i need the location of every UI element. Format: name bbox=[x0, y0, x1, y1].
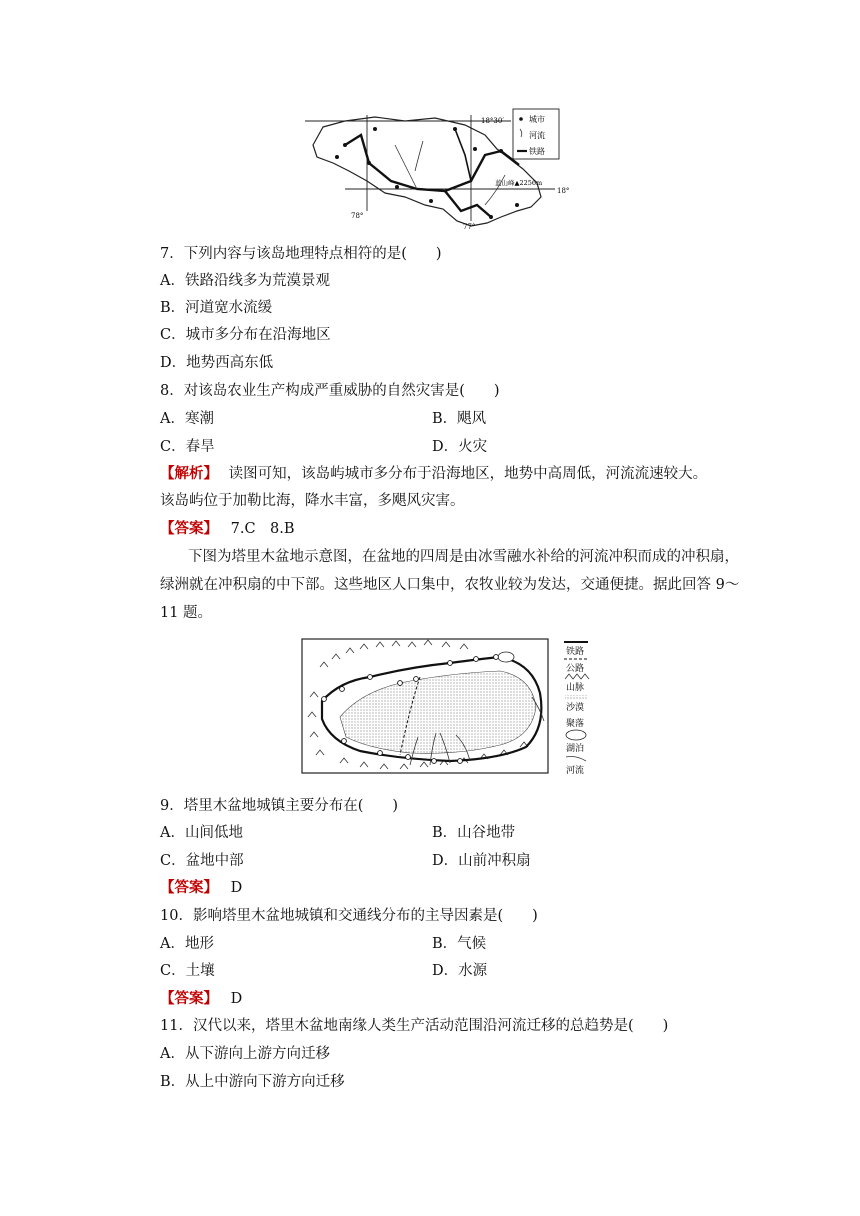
analysis-text-1: 读图可知，该岛屿城市多分布于沿海地区，地势中高周低，河流流速较大。 bbox=[228, 466, 708, 482]
legend-river: 河流 bbox=[529, 131, 545, 140]
peak-label: 蓝山峰▲2256m bbox=[495, 179, 543, 187]
legend-desert: 沙漠 bbox=[566, 703, 585, 713]
tarim-legend bbox=[564, 642, 589, 776]
intro-line-1: 下图为塔里木盆地示意图，在盆地的四周是由冰雪融水补给的河流冲积而成的冲积扇， bbox=[188, 549, 739, 565]
answer-10-tag: 【答案】 bbox=[160, 990, 218, 1007]
q11-option-b[interactable]: B．从上中游向下游方向迁移 bbox=[160, 1074, 345, 1090]
q8-option-b[interactable]: B．飓风 bbox=[432, 411, 487, 427]
q10-option-b[interactable]: B．气候 bbox=[432, 936, 487, 952]
answer-7-8 bbox=[160, 519, 295, 539]
lake bbox=[498, 652, 514, 662]
legend-city: 城市 bbox=[529, 115, 545, 124]
answer-10-text: D bbox=[230, 991, 243, 1007]
railway-branch bbox=[445, 191, 491, 217]
q10-option-d[interactable]: D．水源 bbox=[432, 963, 488, 979]
legend-railway2: 铁路 bbox=[566, 647, 585, 657]
q7-option-b[interactable]: B．河道宽水流缓 bbox=[160, 300, 273, 316]
q10-option-a[interactable]: A．地形 bbox=[160, 936, 214, 952]
q9-option-d[interactable]: D．山前冲积扇 bbox=[432, 853, 531, 869]
answer-tag: 【答案】 bbox=[160, 520, 218, 537]
tarim-map bbox=[300, 637, 592, 781]
tarim-map-svg bbox=[300, 637, 592, 781]
island-outline bbox=[313, 117, 541, 226]
answer-10 bbox=[160, 989, 242, 1009]
legend-lake: 湖泊 bbox=[566, 744, 585, 754]
q10-stem: 10．影响塔里木盆地城镇和交通线分布的主导因素是( ) bbox=[160, 908, 538, 924]
analysis-line-2: 该岛屿位于加勒比海，降水丰富，多飓风灾害。 bbox=[160, 493, 465, 509]
q7-option-c[interactable]: C．城市多分布在沿海地区 bbox=[160, 327, 331, 343]
legend-river2: 河流 bbox=[566, 766, 585, 776]
analysis-line-1 bbox=[160, 464, 707, 484]
q8-option-c[interactable]: C．春旱 bbox=[160, 439, 215, 455]
q8-option-d[interactable]: D．火灾 bbox=[432, 439, 488, 455]
legend-highway: 公路 bbox=[566, 664, 585, 674]
answer-9-text: D bbox=[230, 880, 243, 896]
q7-stem: 7．下列内容与该岛地理特点相符的是( ) bbox=[160, 246, 442, 262]
legend-settlement: 聚落 bbox=[566, 719, 585, 729]
q9-option-b[interactable]: B．山谷地带 bbox=[432, 825, 516, 841]
legend-mountain: 山脉 bbox=[566, 683, 585, 693]
answer-9 bbox=[160, 878, 242, 898]
lon-label-right: 77° bbox=[463, 223, 476, 231]
legend-railway: 铁路 bbox=[529, 147, 545, 156]
lon-label-left: 78° bbox=[351, 212, 364, 220]
q11-stem: 11．汉代以来，塔里木盆地南缘人类生产活动范围沿河流迁移的总趋势是( ) bbox=[160, 1018, 669, 1034]
q11-option-a[interactable]: A．从下游向上游方向迁移 bbox=[160, 1046, 330, 1062]
island-map bbox=[305, 105, 570, 233]
lat-label-top: 18°30′ bbox=[481, 117, 504, 125]
q9-option-c[interactable]: C．盆地中部 bbox=[160, 853, 244, 869]
q7-option-a[interactable]: A．铁路沿线多为荒漠景观 bbox=[160, 273, 330, 289]
lat-label-bottom: 18° bbox=[557, 187, 570, 195]
intro-line-2: 绿洲就在冲积扇的中下部。这些地区人口集中，农牧业较为发达，交通便捷。据此回答 9～ bbox=[160, 577, 740, 593]
railway-branch-north bbox=[455, 129, 471, 181]
intro-line-3: 11 题。 bbox=[160, 605, 213, 621]
q9-option-a[interactable]: A．山间低地 bbox=[160, 825, 243, 841]
q8-stem: 8．对该岛农业生产构成严重威胁的自然灾害是( ) bbox=[160, 383, 500, 399]
answer-text: 7.C 8.B bbox=[230, 521, 295, 537]
q7-option-d[interactable]: D．地势西高东低 bbox=[160, 355, 274, 371]
q9-stem: 9．塔里木盆地城镇主要分布在( ) bbox=[160, 798, 399, 814]
q10-option-c[interactable]: C．土壤 bbox=[160, 963, 215, 979]
analysis-tag: 【解析】 bbox=[160, 465, 218, 482]
q8-option-a[interactable]: A．寒潮 bbox=[160, 411, 214, 427]
answer-9-tag: 【答案】 bbox=[160, 879, 218, 896]
island-map-svg bbox=[305, 105, 570, 233]
